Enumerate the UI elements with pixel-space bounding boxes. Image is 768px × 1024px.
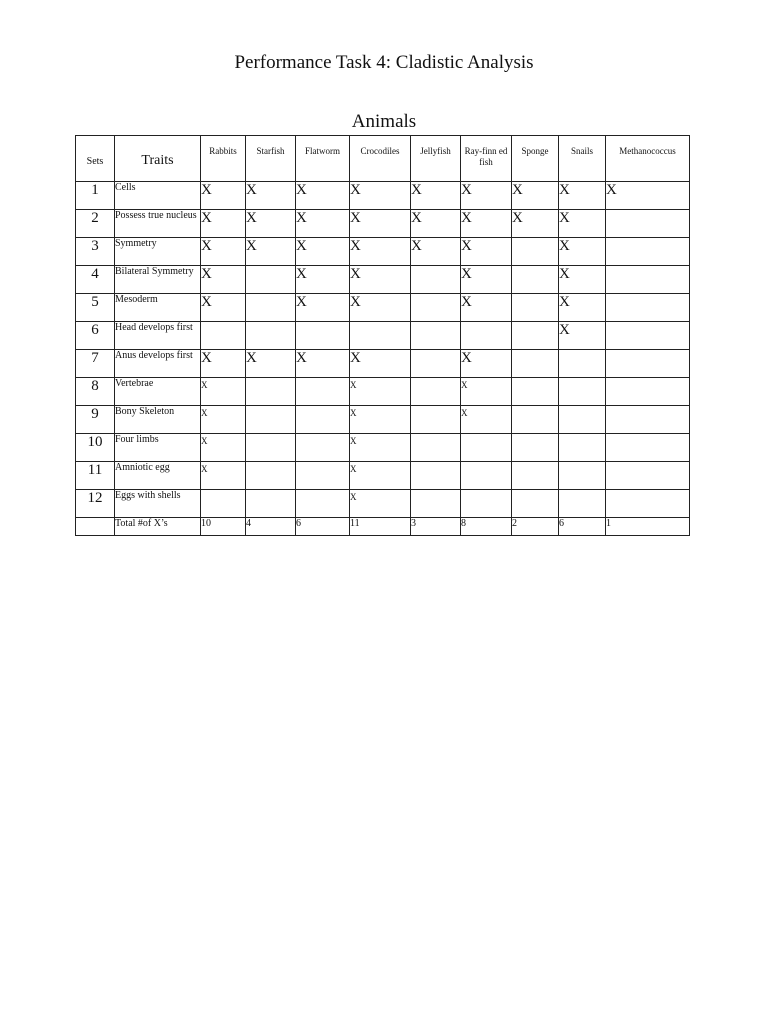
trait-mark-cell: X xyxy=(559,266,606,294)
total-value: 1 xyxy=(606,518,690,536)
set-number: 6 xyxy=(76,322,115,350)
table-row xyxy=(76,294,690,322)
trait-label: Symmetry xyxy=(115,238,201,266)
trait-mark-cell xyxy=(461,322,512,350)
table-row xyxy=(76,378,690,406)
trait-mark-cell xyxy=(606,322,690,350)
trait-mark-cell: X xyxy=(201,378,246,406)
column-header: Sponge xyxy=(512,136,559,182)
trait-mark-cell: X xyxy=(461,266,512,294)
trait-mark-cell: X xyxy=(350,462,411,490)
trait-label: Possess true nucleus xyxy=(115,210,201,238)
trait-mark-cell xyxy=(512,378,559,406)
column-header: Jellyfish xyxy=(411,136,461,182)
trait-mark-cell xyxy=(606,350,690,378)
trait-mark-cell xyxy=(512,350,559,378)
set-number: 10 xyxy=(76,434,115,462)
trait-mark-cell xyxy=(411,462,461,490)
trait-mark-cell: X xyxy=(461,294,512,322)
set-number: 7 xyxy=(76,350,115,378)
trait-mark-cell xyxy=(296,322,350,350)
total-value: 10 xyxy=(201,518,246,536)
trait-mark-cell xyxy=(411,294,461,322)
total-value: 6 xyxy=(559,518,606,536)
trait-mark-cell: X xyxy=(350,350,411,378)
trait-mark-cell: X xyxy=(461,182,512,210)
trait-mark-cell xyxy=(606,266,690,294)
trait-mark-cell xyxy=(201,490,246,518)
set-number: 2 xyxy=(76,210,115,238)
trait-mark-cell xyxy=(606,238,690,266)
trait-mark-cell xyxy=(559,462,606,490)
set-number: 11 xyxy=(76,462,115,490)
empty-cell xyxy=(76,518,115,536)
table-row xyxy=(76,182,690,210)
table-row xyxy=(76,322,690,350)
trait-mark-cell: X xyxy=(296,238,350,266)
trait-mark-cell xyxy=(350,322,411,350)
set-number: 12 xyxy=(76,490,115,518)
trait-mark-cell: X xyxy=(201,406,246,434)
trait-mark-cell xyxy=(606,462,690,490)
trait-mark-cell: X xyxy=(411,182,461,210)
table-row xyxy=(76,266,690,294)
trait-mark-cell: X xyxy=(350,210,411,238)
total-value: 3 xyxy=(411,518,461,536)
trait-mark-cell: X xyxy=(411,238,461,266)
table-row xyxy=(76,350,690,378)
trait-mark-cell: X xyxy=(559,210,606,238)
trait-mark-cell xyxy=(512,238,559,266)
trait-mark-cell xyxy=(411,490,461,518)
trait-mark-cell: X xyxy=(296,350,350,378)
trait-mark-cell: X xyxy=(559,294,606,322)
trait-mark-cell xyxy=(461,434,512,462)
table-body xyxy=(76,182,690,536)
trait-label: Four limbs xyxy=(115,434,201,462)
trait-mark-cell: X xyxy=(296,294,350,322)
trait-mark-cell xyxy=(411,266,461,294)
total-value: 6 xyxy=(296,518,350,536)
table-caption: Animals xyxy=(351,111,417,132)
trait-mark-cell: X xyxy=(246,238,296,266)
trait-mark-cell xyxy=(461,490,512,518)
trait-mark-cell xyxy=(512,434,559,462)
total-value: 8 xyxy=(461,518,512,536)
trait-mark-cell: X xyxy=(246,210,296,238)
trait-mark-cell: X xyxy=(350,238,411,266)
trait-mark-cell xyxy=(201,322,246,350)
trait-mark-cell: X xyxy=(350,406,411,434)
table-row xyxy=(76,434,690,462)
total-value: 4 xyxy=(246,518,296,536)
table-row xyxy=(76,210,690,238)
trait-mark-cell xyxy=(246,462,296,490)
column-header: Flatworm xyxy=(296,136,350,182)
trait-mark-cell: X xyxy=(559,182,606,210)
trait-mark-cell: X xyxy=(246,350,296,378)
trait-mark-cell xyxy=(296,406,350,434)
set-number: 1 xyxy=(76,182,115,210)
trait-label: Mesoderm xyxy=(115,294,201,322)
trait-mark-cell xyxy=(296,490,350,518)
table-row xyxy=(76,238,690,266)
header-row xyxy=(76,136,690,182)
trait-label: Vertebrae xyxy=(115,378,201,406)
trait-mark-cell: X xyxy=(461,350,512,378)
trait-mark-cell xyxy=(246,266,296,294)
trait-mark-cell: X xyxy=(201,210,246,238)
trait-mark-cell: X xyxy=(201,350,246,378)
trait-mark-cell xyxy=(512,294,559,322)
trait-mark-cell xyxy=(246,294,296,322)
trait-mark-cell: X xyxy=(512,182,559,210)
totals-row xyxy=(76,518,690,536)
column-header: Rabbits xyxy=(201,136,246,182)
trait-mark-cell: X xyxy=(461,238,512,266)
trait-mark-cell: X xyxy=(201,434,246,462)
trait-mark-cell xyxy=(246,434,296,462)
trait-mark-cell: X xyxy=(559,238,606,266)
trait-mark-cell xyxy=(411,322,461,350)
trait-mark-cell xyxy=(606,210,690,238)
trait-mark-cell: X xyxy=(559,322,606,350)
trait-mark-cell xyxy=(246,378,296,406)
trait-mark-cell: X xyxy=(606,182,690,210)
total-value: 11 xyxy=(350,518,411,536)
trait-mark-cell: X xyxy=(461,378,512,406)
table-row xyxy=(76,406,690,434)
trait-mark-cell: X xyxy=(201,294,246,322)
trait-label: Cells xyxy=(115,182,201,210)
trait-mark-cell xyxy=(411,434,461,462)
trait-mark-cell: X xyxy=(296,210,350,238)
trait-mark-cell xyxy=(606,490,690,518)
trait-mark-cell xyxy=(296,434,350,462)
trait-mark-cell xyxy=(512,490,559,518)
cladistic-table xyxy=(75,135,690,536)
trait-mark-cell xyxy=(411,378,461,406)
trait-mark-cell xyxy=(296,378,350,406)
trait-mark-cell: X xyxy=(350,490,411,518)
trait-mark-cell xyxy=(512,462,559,490)
set-number: 3 xyxy=(76,238,115,266)
trait-mark-cell xyxy=(559,406,606,434)
trait-mark-cell: X xyxy=(296,266,350,294)
set-number: 9 xyxy=(76,406,115,434)
trait-mark-cell xyxy=(559,490,606,518)
trait-mark-cell xyxy=(559,350,606,378)
trait-mark-cell xyxy=(512,322,559,350)
trait-mark-cell: X xyxy=(461,406,512,434)
trait-mark-cell: X xyxy=(350,434,411,462)
trait-label: Eggs with shells xyxy=(115,490,201,518)
trait-mark-cell xyxy=(606,434,690,462)
page-title: Performance Task 4: Cladistic Analysis xyxy=(234,52,534,73)
trait-mark-cell xyxy=(606,406,690,434)
trait-mark-cell: X xyxy=(201,462,246,490)
trait-mark-cell: X xyxy=(350,182,411,210)
set-number: 8 xyxy=(76,378,115,406)
trait-label: Anus develops first xyxy=(115,350,201,378)
table-row xyxy=(76,490,690,518)
trait-mark-cell xyxy=(411,350,461,378)
traits-header: Traits xyxy=(115,136,201,182)
trait-mark-cell xyxy=(606,294,690,322)
trait-mark-cell: X xyxy=(201,266,246,294)
trait-mark-cell: X xyxy=(246,182,296,210)
trait-mark-cell xyxy=(296,462,350,490)
column-header: Crocodiles xyxy=(350,136,411,182)
trait-label: Amniotic egg xyxy=(115,462,201,490)
trait-mark-cell xyxy=(512,266,559,294)
trait-mark-cell: X xyxy=(201,238,246,266)
trait-mark-cell xyxy=(246,490,296,518)
trait-mark-cell xyxy=(461,462,512,490)
trait-label: Bilateral Symmetry xyxy=(115,266,201,294)
trait-mark-cell: X xyxy=(512,210,559,238)
trait-mark-cell xyxy=(559,434,606,462)
column-header: Ray-finn ed fish xyxy=(461,136,512,182)
trait-label: Head develops first xyxy=(115,322,201,350)
trait-mark-cell: X xyxy=(411,210,461,238)
trait-mark-cell xyxy=(559,378,606,406)
column-header: Starfish xyxy=(246,136,296,182)
trait-mark-cell xyxy=(606,378,690,406)
trait-mark-cell xyxy=(246,322,296,350)
table-row xyxy=(76,462,690,490)
set-number: 4 xyxy=(76,266,115,294)
trait-label: Bony Skeleton xyxy=(115,406,201,434)
trait-mark-cell xyxy=(512,406,559,434)
trait-mark-cell: X xyxy=(350,378,411,406)
trait-mark-cell xyxy=(411,406,461,434)
total-label: Total #of X’s xyxy=(115,518,201,536)
trait-mark-cell: X xyxy=(201,182,246,210)
total-value: 2 xyxy=(512,518,559,536)
sets-header: Sets xyxy=(76,136,115,182)
trait-mark-cell: X xyxy=(461,210,512,238)
column-header: Snails xyxy=(559,136,606,182)
trait-mark-cell xyxy=(246,406,296,434)
trait-mark-cell: X xyxy=(350,266,411,294)
trait-mark-cell: X xyxy=(296,182,350,210)
trait-mark-cell: X xyxy=(350,294,411,322)
column-header: Methanococcus xyxy=(606,136,690,182)
set-number: 5 xyxy=(76,294,115,322)
